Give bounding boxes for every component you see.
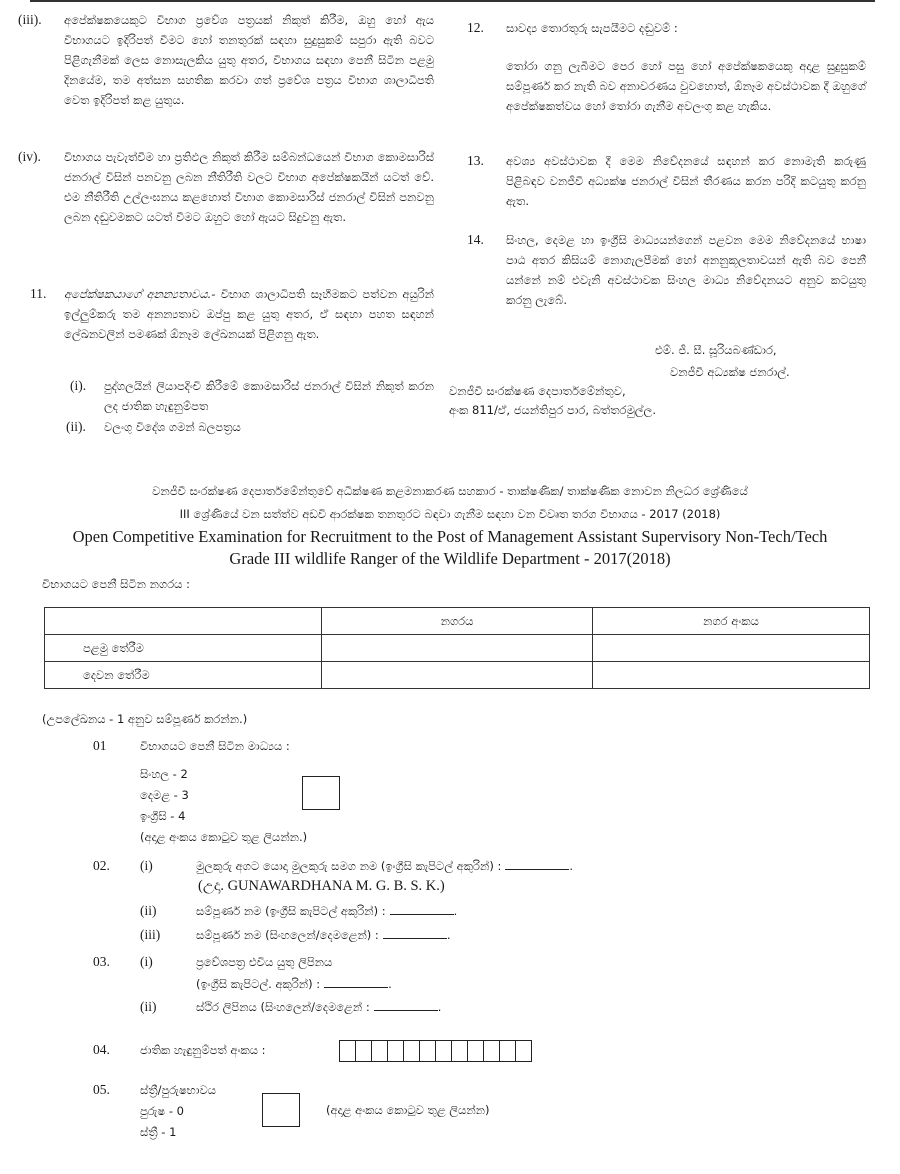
nic-digit-box[interactable] [387,1040,404,1062]
table-row [45,635,870,662]
q02-example: (උදා. GUNAWARDHANA M. G. B. S. K.) [198,878,445,894]
q03-ii-marker: (ii) [140,999,157,1014]
item-11-number: 11. [30,286,47,301]
q02-i-marker: (i) [140,858,153,873]
table-corner [45,608,322,635]
address-line2: අංක 811/ඒ, ජයන්තිපුර පාර, බත්තරමුල්ල. [449,403,656,417]
form-title-en-line2: Grade III wildlife Ranger of the Wildlife Department - 2017(2018) [229,549,671,568]
q05-note: (අදාළ අංකය කොටුව තුළ ලියන්න) [326,1103,490,1117]
row-second-choice-label: දෙවන තේරීම [45,662,322,689]
q02-i-text: මුලකුරු අගට යොදා මුලකුරු සමග නම (ඉංග්‍රීසි කැපිටල් අකුරින්) : [196,859,502,873]
second-choice-code-cell[interactable] [593,662,870,689]
nic-digit-box[interactable] [451,1040,468,1062]
item-iv-marker: (iv). [18,149,41,164]
q01-label: විභාගයට පෙනී සිටින මාධ්‍යය : [140,739,290,753]
doc-ii-text: වලංගු විදේශ ගමන් බලපත්‍රය [104,420,241,434]
nic-digit-box[interactable] [355,1040,372,1062]
nic-digit-box[interactable] [419,1040,436,1062]
q01-option-english: ඉංග්‍රීසි - 4 [140,809,186,823]
q03-i-sub: (ඉංග්‍රීසි කැපිටල්. අකුරින්) : [196,977,321,991]
address-line1: වනජීවී සංරක්ෂණ දෙපාර්තමේන්තුව, [449,384,626,398]
signature-name: එම්. ජී. සී. සූරියබණ්ඩාර, [655,343,777,357]
nic-digit-box[interactable] [499,1040,516,1062]
q01-number: 01 [93,738,107,753]
item-iv-text: විභාගය පැවැත්වීම හා ප්‍රතිඵල නිකුත් කිරීම සම්බන්ධයෙන් විභාග කොමසාරිස් ජනරාල් විසින් පනවනු ලබන නීතිරීති වලට විභාග අපේක්ෂකයින් යටත් වේ. එම නීතිරීති උල්ලංඝනය කළහොත් විභාග කොමසාරිස් ජනරාල් විසින් පනවනු ලබන දඬුවමකට යටත් වීමට ඔහුට හෝ ඇයට සිදුවනු ඇත. [64,150,434,224]
q03-ii-answer-line[interactable] [374,1001,438,1011]
item-14-number: 14. [467,232,484,247]
nic-digit-box[interactable] [403,1040,420,1062]
medium-code-box[interactable] [302,776,340,810]
item-11-title: අපේක්ෂකයාගේ අනන්‍යතාවය.- [64,287,216,301]
q05-male: පුරුෂ - 0 [140,1104,184,1118]
signature-title: වනජීවී අධ්‍යක්ෂ ජනරාල්. [670,365,790,379]
nic-digit-box[interactable] [483,1040,500,1062]
doc-i-text: පුද්ගලයින් ලියාපදිංචි කිරීමේ කොමසාරිස් ජනරාල් විසින් නිකුත් කරන ලද ජාතික හැඳුනුම්පත [104,379,434,413]
gender-code-box[interactable] [262,1093,300,1127]
nic-digit-box[interactable] [467,1040,484,1062]
item-12-number: 12. [467,20,484,35]
q02-i-answer-line[interactable] [505,860,569,870]
q02-ii-answer-line[interactable] [390,905,454,915]
table-header-code: නගර අංකය [593,608,870,635]
row-first-choice-label: පළමු තේරීම [45,635,322,662]
nic-digit-box[interactable] [339,1040,356,1062]
centre-table-header [45,608,870,635]
first-choice-city-cell[interactable] [322,635,593,662]
item-11-block [64,284,434,344]
q02-i-field: මුලකුරු අගට යොදා මුලකුරු සමග නම (ඉංග්‍රීසි කැපිටල් අකුරින්) : . [196,859,574,873]
first-choice-code-cell[interactable] [593,635,870,662]
complete-note: (උපලේඛනය - 1 අනුව සම්පූර්ණ කරන්න.) [42,712,248,726]
q03-i-field: (ඉංග්‍රීසි කැපිටල්. අකුරින්) : . [196,977,392,991]
q02-iii-marker: (iii) [140,927,161,942]
second-choice-city-cell[interactable] [322,662,593,689]
nic-number-boxes[interactable] [340,1040,532,1060]
q03-i-answer-line[interactable] [324,978,388,988]
q05-label: ස්ත්‍රී/පුරුෂභාවය [140,1083,217,1097]
q02-number: 02. [93,858,110,873]
q03-i-marker: (i) [140,954,153,969]
q02-ii-marker: (ii) [140,903,157,918]
item-iii-text: අපේක්ෂකයෙකුට විභාග ප්‍රවේශ පත්‍රයක් නිකුත් කිරීම, ඔහු හෝ ඇය විභාගයට ඉදිරිපත් වීමට හෝ තනතුරක් සඳහා සුදුසුකම් සපුරා ඇති බවට පිළිගැනීමක් ලෙස නොසැලකිය යුතු අතර, විභාගය සඳහා පෙනී සිටින පළමු දිනයේම, තම අත්සන සහතික කරවා ගත් ප්‍රවේශ පත්‍රය විභාග ශාලාධිපති වෙත ඉදිරිපත් කළ යුතුය. [64,13,434,107]
q01-note: (අදාළ අංකය කොටුව තුළ ලියන්න.) [140,830,308,844]
q02-ii-text: සම්පූර්ණ නම (ඉංග්‍රීසි කැපිටල් අකුරින්) : [196,904,386,918]
nic-digit-box[interactable] [435,1040,452,1062]
centre-table [44,607,870,689]
item-14-text: සිංහල, දෙමළ හා ඉංග්‍රීසි මාධ්‍යයන්ගෙන් පළවන මෙම නිවේදනයේ භාෂා පාඨ අතර කිසියම් නොගැලපීමක් හෝ අනනුකූලතාවයන් ඇති බව පෙනී යන්නේ නම් එවැනි අවස්ථාවක සිංහල මාධ්‍ය නිවේදනයට අනුව කටයුතු කරනු ලැබේ. [506,233,866,307]
q05-female: ස්ත්‍රී - 1 [140,1125,177,1139]
q03-ii-field: ස්ථිර ලිපිනය (සිංහලෙන්/දෙමළෙන් : . [196,1000,442,1014]
item-iii-marker: (iii). [18,12,42,27]
nic-digit-box[interactable] [515,1040,532,1062]
q02-iii-text: සම්පූර්ණ නම (සිංහලෙන්/දෙමළෙන්) : [196,928,379,942]
q01-option-tamil: දෙමළ - 3 [140,788,189,802]
item-11-text: විභාග ශාලාධිපති සෑහීමකට පත්වන අයුරින් ඉල්ලුම්කරු තම අනන්‍යතාව ඔප්පු කළ යුතු අතර, ඒ සඳහා පහත සඳහන් ලේඛනවලින් පමණක් ඕනෑම ලේඛනයක් පිළිගනු ඇත. [64,287,434,341]
table-header-city: නගරය [322,608,593,635]
item-13-number: 13. [467,153,484,168]
form-title-si-line2: III ශ්‍රේණියේ වන සත්ත්ව අඩවි ආරක්ෂක තනතුරට බඳවා ගැනීම සඳහා වන විවෘත තරග විභාගය - 2017 (2018) [179,507,721,521]
top-rule [30,0,875,2]
centre-label: විභාගයට පෙනී සිටින නගරය : [42,577,190,591]
q03-number: 03. [93,954,110,969]
q01-option-sinhala: සිංහල - 2 [140,767,188,781]
item-12-title: සාවද්‍ය තොරතුරු සැපයීමට දඬුවම් : [506,21,678,35]
q03-i-text: ප්‍රවේශපත්‍ර එවිය යුතු ලිපිනය [196,955,333,969]
table-row [45,662,870,689]
nic-digit-box[interactable] [371,1040,388,1062]
doc-ii-marker: (ii). [66,419,86,434]
q02-iii-answer-line[interactable] [383,929,447,939]
q04-number: 04. [93,1042,110,1057]
q02-iii-field: සම්පූර්ණ නම (සිංහලෙන්/දෙමළෙන්) : . [196,928,451,942]
q04-label: ජාතික හැඳුනුම්පත් අංකය : [140,1043,266,1057]
doc-i-marker: (i). [70,378,87,393]
form-title-en-line1: Open Competitive Examination for Recruitment to the Post of Management Assistant Supervisory Non-Tech/Tech [72,527,828,546]
item-12-text: තෝරා ගනු ලැබීමට පෙර හෝ පසු හෝ අපේක්ෂකයෙකු අදාළ සුදුසුකම් සම්පූර්ණ කර නැති බව අනාවරණය වුවහොත්, ඕනෑම අවස්ථාවක දී ඔහුගේ අපේක්ෂකත්වය හෝ තෝරා ගැනීම අවලංගු කළ හැකිය. [506,59,866,113]
form-title-si-line1: වනජීවී සංරක්ෂණ දෙපාර්තමේන්තුවේ අධීක්ෂණ කළමනාකරණ සහකාර - තාක්ෂණික/ තාක්ෂණික නොවන නිලධර ශ්‍රේණියේ [152,484,748,498]
item-13-text: අවශ්‍ය අවස්ථාවක දී මෙම නිවේදනයේ සඳහන් කර නොමැති කරුණු පිළිබඳව වනජීවී අධ්‍යක්ෂ ජනරාල් විසින් තීරණය කරන පරිදි කටයුතු කරනු ඇත. [506,154,866,208]
q02-ii-field: සම්පූර්ණ නම (ඉංග්‍රීසි කැපිටල් අකුරින්) : . [196,904,458,918]
q03-ii-text: ස්ථිර ලිපිනය (සිංහලෙන්/දෙමළෙන් : [196,1000,370,1014]
q05-number: 05. [93,1082,110,1097]
